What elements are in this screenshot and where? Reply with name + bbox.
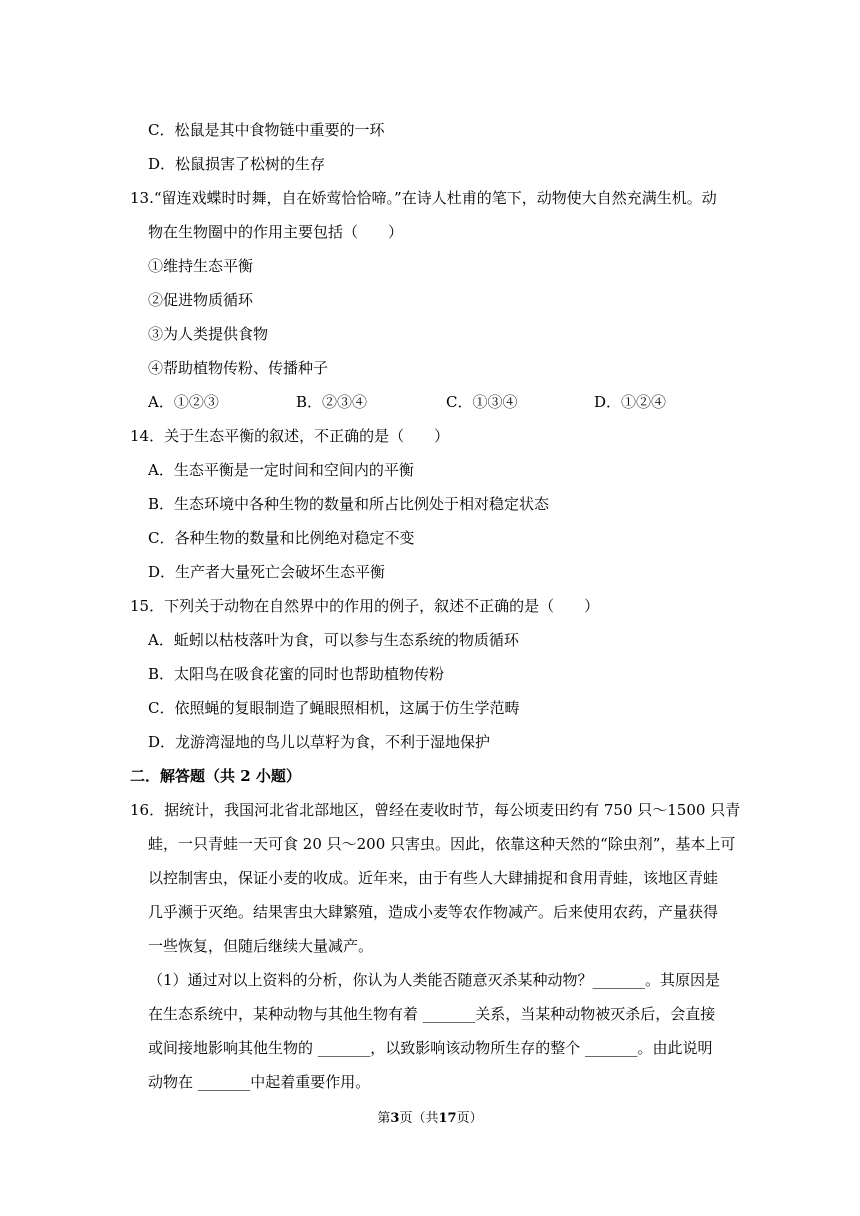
q13-stem-line1: 13.“留连戏蝶时时舞，自在娇莺恰恰啼。”在诗人杜甫的笔下，动物使大自然充满生机。动	[130, 189, 717, 207]
q15-option-b: B．太阳鸟在吸食花蜜的同时也帮助植物传粉	[148, 665, 445, 683]
q12-option-c: C．松鼠是其中食物链中重要的一环	[148, 121, 385, 139]
q14-option-b: B．生态环境中各种生物的数量和所占比例处于相对稳定状态	[148, 495, 550, 513]
q16-line-4: 几乎濒于灭绝。结果害虫大肆繁殖，造成小麦等农作物减产。后来使用农药，产量获得	[148, 903, 719, 921]
q15-option-c: C．依照蝇的复眼制造了蝇眼照相机，这属于仿生学范畴	[148, 699, 520, 717]
q14-stem: 14．关于生态平衡的叙述，不正确的是（ ）	[130, 427, 450, 445]
q16-line-3: 以控制害虫，保证小麦的收成。近年来，由于有些人大肆捕捉和食用青蛙，该地区青蛙	[148, 869, 719, 887]
q16-line-7: 在生态系统中，某种动物与其他生物有着 _______关系，当某种动物被灭杀后，会直接	[148, 1005, 716, 1023]
q15-option-d: D．龙游湾湿地的鸟儿以草籽为食，不利于湿地保护	[148, 733, 491, 751]
q13-option-a: A．①②③	[148, 393, 219, 411]
footer-total-pages: 17	[438, 1111, 457, 1126]
q14-option-a: A．生态平衡是一定时间和空间内的平衡	[148, 461, 414, 479]
q13-item-2: ②促进物质循环	[148, 291, 254, 309]
q12-option-d: D．松鼠损害了松树的生存	[148, 155, 326, 173]
q13-option-b: B．②③④	[296, 393, 368, 411]
q13-stem-line2: 物在生物圈中的作用主要包括（ ）	[148, 223, 404, 241]
q16-line-5: 一些恢复，但随后继续大量减产。	[148, 937, 374, 955]
footer-suffix: 页）	[456, 1111, 483, 1126]
q16-line-8: 或间接地影响其他生物的 _______，以致影响该动物所生存的整个 _______。由此说明	[148, 1039, 713, 1057]
q16-line-6: （1）通过对以上资料的分析，你认为人类能否随意灭杀某种动物？_______。其原因是	[148, 971, 721, 989]
q13-option-c: C．①③④	[446, 393, 518, 411]
q15-option-a: A．蚯蚓以枯枝落叶为食，可以参与生态系统的物质循环	[148, 631, 519, 649]
section-heading: 二．解答题（共 2 小题）	[130, 767, 301, 785]
q16-line-9: 动物在 _______中起着重要作用。	[148, 1073, 371, 1091]
q13-item-4: ④帮助植物传粉、传播种子	[148, 359, 329, 377]
page-footer	[0, 1110, 860, 1128]
footer-middle: 页（共	[399, 1111, 439, 1126]
q16-line-1: 16．据统计，我国河北省北部地区，曾经在麦收时节，每公顷麦田约有 750 只～1500 只青	[130, 801, 741, 819]
footer-prefix: 第	[377, 1111, 391, 1126]
q13-item-3: ③为人类提供食物	[148, 325, 269, 343]
footer-page-number: 3	[390, 1111, 400, 1126]
q13-option-d: D．①②④	[594, 393, 667, 411]
q13-item-1: ①维持生态平衡	[148, 257, 254, 275]
q16-line-2: 蛙，一只青蛙一天可食 20 只～200 只害虫。因此，依靠这种天然的“除虫剂”，基本上可	[148, 835, 736, 853]
q14-option-c: C．各种生物的数量和比例绝对稳定不变	[148, 529, 415, 547]
q14-option-d: D．生产者大量死亡会破坏生态平衡	[148, 563, 386, 581]
q15-stem: 15．下列关于动物在自然界中的作用的例子，叙述不正确的是（ ）	[130, 597, 600, 615]
